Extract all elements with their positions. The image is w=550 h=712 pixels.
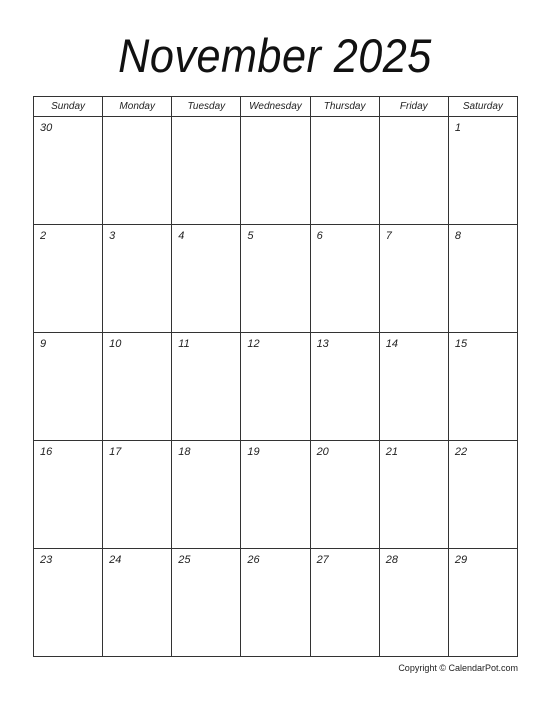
day-cell[interactable] bbox=[172, 441, 241, 548]
calendar-title: November 2025 bbox=[118, 29, 432, 82]
day-number: 17 bbox=[109, 446, 122, 458]
day-cell[interactable] bbox=[311, 117, 380, 224]
day-cell[interactable] bbox=[34, 225, 103, 332]
day-cell[interactable] bbox=[34, 549, 103, 657]
day-number: 22 bbox=[454, 446, 468, 458]
day-number: 13 bbox=[316, 338, 329, 350]
day-cell[interactable] bbox=[380, 441, 449, 548]
day-cell[interactable] bbox=[172, 549, 241, 657]
day-number: 19 bbox=[247, 446, 260, 458]
weekday-tuesday: Tuesday bbox=[172, 97, 241, 116]
day-cell[interactable] bbox=[241, 549, 310, 657]
day-cell[interactable] bbox=[311, 549, 380, 657]
day-cell[interactable] bbox=[172, 225, 241, 332]
day-number: 6 bbox=[316, 230, 323, 242]
weekday-wednesday: Wednesday bbox=[241, 97, 310, 116]
day-cell[interactable] bbox=[380, 333, 449, 440]
day-number: 4 bbox=[178, 230, 185, 242]
copyright-notice: Copyright © CalendarPot.com bbox=[398, 663, 518, 673]
day-cell[interactable] bbox=[241, 441, 310, 548]
day-cell[interactable] bbox=[449, 225, 517, 332]
day-cell[interactable] bbox=[34, 441, 103, 548]
day-number: 20 bbox=[316, 446, 329, 458]
day-cell[interactable] bbox=[449, 117, 517, 224]
day-cell[interactable] bbox=[241, 333, 310, 440]
week-row bbox=[34, 117, 517, 225]
day-number: 12 bbox=[247, 338, 260, 350]
day-number: 18 bbox=[178, 446, 191, 458]
day-cell[interactable] bbox=[241, 225, 310, 332]
day-number: 27 bbox=[316, 554, 329, 566]
day-cell[interactable] bbox=[380, 549, 449, 657]
day-cell[interactable] bbox=[241, 117, 310, 224]
week-row bbox=[34, 225, 517, 333]
day-number: 30 bbox=[40, 122, 53, 134]
day-cell[interactable] bbox=[311, 333, 380, 440]
day-cell[interactable] bbox=[380, 225, 449, 332]
day-number: 26 bbox=[247, 554, 260, 566]
day-number: 3 bbox=[109, 230, 116, 242]
day-cell[interactable] bbox=[34, 117, 103, 224]
day-cell[interactable] bbox=[449, 549, 517, 657]
weekday-sunday: Sunday bbox=[34, 97, 103, 116]
day-number: 24 bbox=[109, 554, 122, 566]
day-cell[interactable] bbox=[311, 225, 380, 332]
day-cell[interactable] bbox=[449, 333, 517, 440]
day-cell[interactable] bbox=[103, 441, 172, 548]
day-number: 21 bbox=[385, 446, 398, 458]
day-number: 9 bbox=[40, 338, 47, 350]
weekday-monday: Monday bbox=[103, 97, 172, 116]
day-cell[interactable] bbox=[103, 549, 172, 657]
day-number: 1 bbox=[454, 122, 461, 134]
day-number: 5 bbox=[247, 230, 254, 242]
day-cell[interactable] bbox=[103, 117, 172, 224]
week-row bbox=[34, 333, 517, 441]
weekday-thursday: Thursday bbox=[311, 97, 380, 116]
day-number: 15 bbox=[454, 338, 468, 350]
weekday-friday: Friday bbox=[380, 97, 449, 116]
day-cell[interactable] bbox=[172, 333, 241, 440]
day-number: 8 bbox=[454, 230, 461, 242]
week-row bbox=[34, 441, 517, 549]
day-cell[interactable] bbox=[449, 441, 517, 548]
day-number: 7 bbox=[385, 230, 392, 242]
weekday-header-row bbox=[34, 97, 517, 117]
day-number: 23 bbox=[40, 554, 53, 566]
day-number: 10 bbox=[109, 338, 122, 350]
week-row bbox=[34, 549, 517, 657]
day-number: 2 bbox=[40, 230, 47, 242]
day-cell[interactable] bbox=[34, 333, 103, 440]
day-cell[interactable] bbox=[103, 333, 172, 440]
weeks-container bbox=[34, 117, 517, 657]
day-number: 29 bbox=[454, 554, 468, 566]
day-cell[interactable] bbox=[172, 117, 241, 224]
day-cell[interactable] bbox=[380, 117, 449, 224]
day-number: 25 bbox=[178, 554, 191, 566]
day-cell[interactable] bbox=[311, 441, 380, 548]
calendar-grid bbox=[33, 96, 518, 657]
day-number: 28 bbox=[385, 554, 398, 566]
day-number: 11 bbox=[178, 338, 190, 350]
day-number: 16 bbox=[40, 446, 53, 458]
day-number: 14 bbox=[385, 338, 398, 350]
weekday-saturday: Saturday bbox=[462, 101, 503, 112]
day-cell[interactable] bbox=[103, 225, 172, 332]
